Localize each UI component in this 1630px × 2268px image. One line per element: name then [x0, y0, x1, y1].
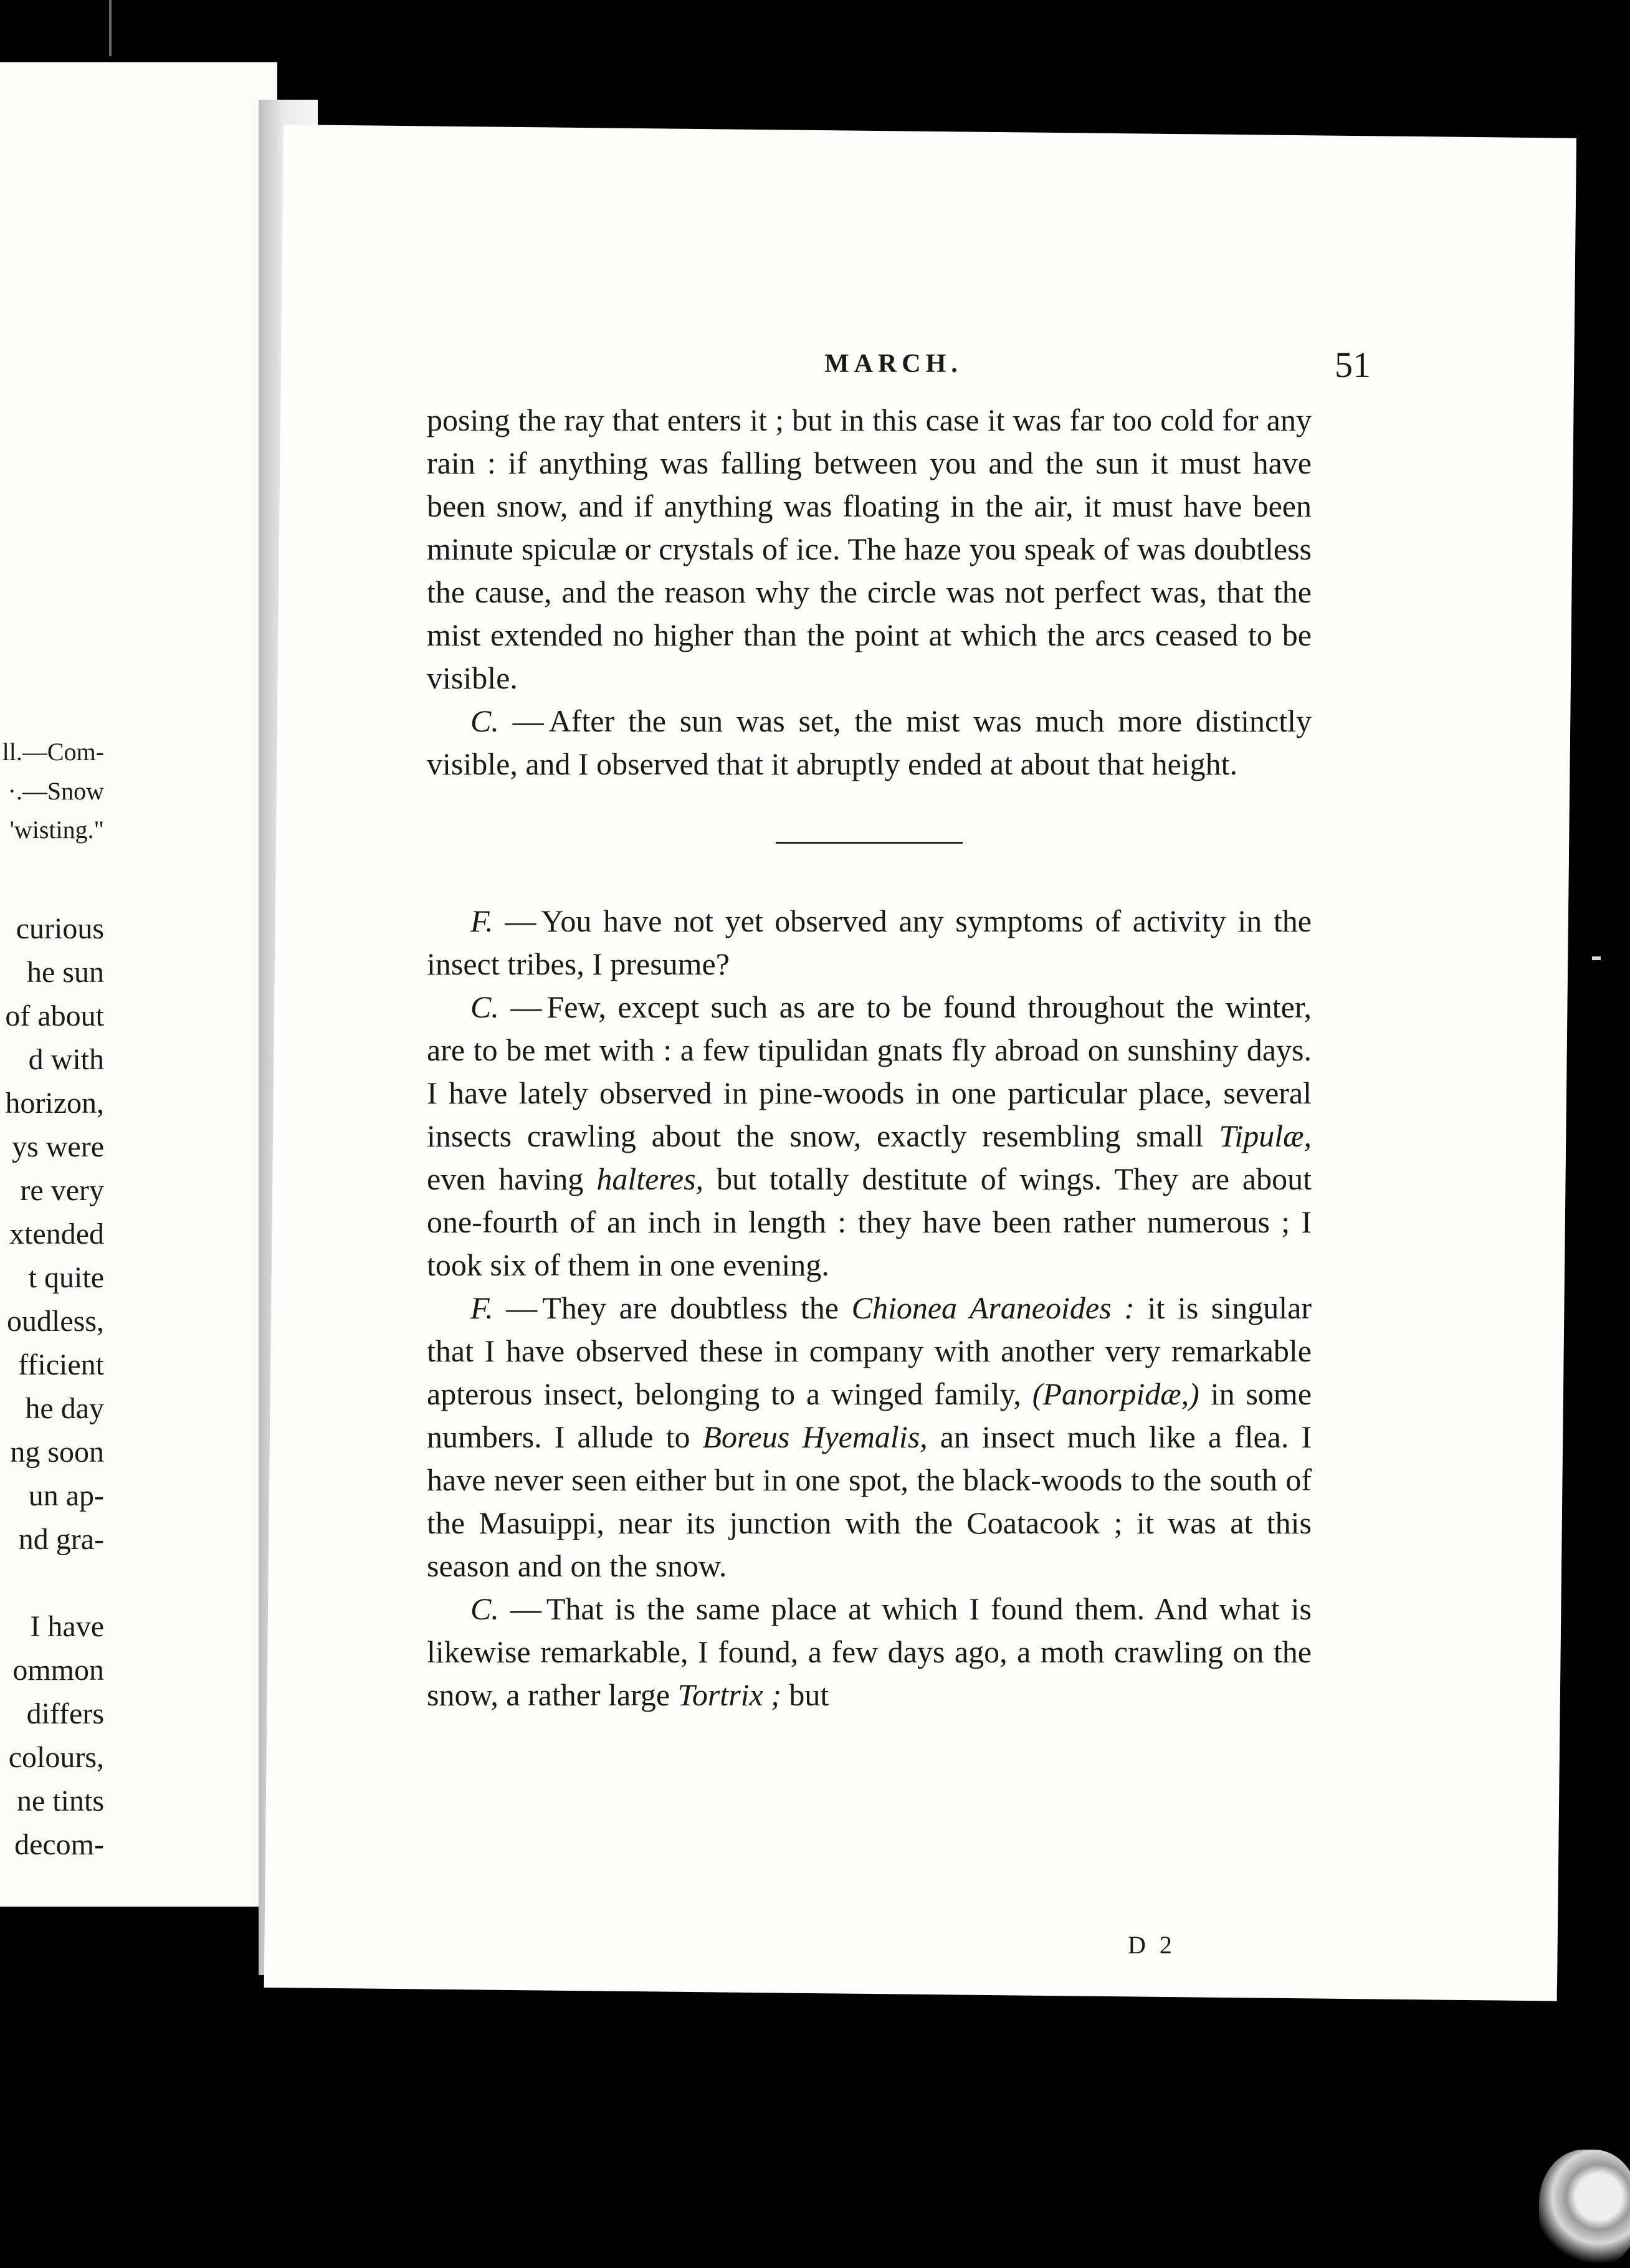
dust-speck: [109, 0, 112, 56]
left-page-line: fficient: [18, 1348, 104, 1381]
left-page-line: differs: [26, 1697, 104, 1730]
left-page-line: ng soon: [10, 1436, 104, 1469]
left-page-line: I have: [30, 1610, 104, 1643]
page-number: 51: [1335, 345, 1371, 385]
left-page-caps-line: 'wisting.": [9, 816, 104, 844]
left-page-line: t quite: [28, 1261, 104, 1294]
signature-mark: D 2: [1128, 1931, 1176, 1959]
left-page-line: un ap-: [28, 1479, 104, 1512]
paragraph: F. — You have not yet observed any symptoms of activity in the insect tribes, I presume?: [427, 903, 1312, 981]
paragraph-text: but: [789, 1677, 829, 1712]
paragraph-text: They are doubtless the: [542, 1290, 839, 1325]
paragraph-text: even having: [427, 1161, 584, 1196]
left-page-line: of about: [5, 999, 104, 1032]
taxon-name: (Panorpidæ,): [1032, 1376, 1199, 1411]
left-page-caps-line: ll.—Com-: [2, 738, 104, 766]
left-page-line: colours,: [8, 1741, 104, 1774]
running-head: [548, 345, 1371, 393]
paragraph: C. — That is the same place at which I found them. And what is likewise remarkable, I found, a few days ago, a moth crawling on the snow, a rather large Tortrix ; but: [427, 1591, 1312, 1712]
speaker-label: C.: [470, 989, 499, 1024]
speaker-label: F.: [470, 903, 493, 938]
left-page-line: nd gra-: [18, 1523, 104, 1556]
speaker-label: C.: [470, 703, 499, 738]
paragraph: [427, 399, 1312, 700]
left-page-caps-line: ·.—Snow: [7, 777, 104, 805]
speaker-label: F.: [470, 1290, 493, 1325]
dust-speck: [1592, 956, 1601, 960]
page-body: [427, 399, 1312, 1717]
left-page-line: re very: [20, 1174, 104, 1207]
speaker-label: C.: [470, 1591, 499, 1626]
paragraph-text: After the sun was set, the mist was much more distinctly visible, and I observed that it abruptly ended at about that height.: [427, 703, 1312, 781]
paragraph: C. — After the sun was set, the mist was much more distinctly visible, and I observed that it abruptly ended at about that height.: [427, 703, 1312, 781]
running-title: MARCH.: [824, 350, 963, 378]
paragraph-text: in some numbers. I allude to: [427, 1376, 1312, 1454]
paragraph-text: That is the same place at which I found them. And what is likewise remarkable, I found, a few days ago, a moth crawling on the snow, a rather large: [427, 1591, 1312, 1712]
left-page-line: xtended: [9, 1217, 104, 1251]
paragraph-text: it is singular that I have observed these in company with another very remarkable apterous insect, belonging to a winged family,: [427, 1290, 1312, 1411]
left-page-line: d with: [28, 1043, 104, 1076]
left-page-line: ys were: [12, 1130, 104, 1163]
taxon-name: Boreus Hyemalis,: [702, 1419, 928, 1454]
left-page-line: ne tints: [17, 1784, 104, 1818]
left-page-line: he sun: [27, 956, 104, 989]
page-stain: [1539, 2150, 1630, 2268]
term-italic: halteres,: [596, 1161, 704, 1196]
paragraph-text: an insect much like a flea. I have never seen either but in one spot, the black-woods to the south of the Masuippi, near its junction with the Coatacook ; it was at this season and on the snow.: [427, 1419, 1312, 1583]
paragraph: F. — They are doubtless the Chionea Araneoides : it is singular that I have observed these in company with another very remarkable apterous insect, belonging to a winged family, (Panorpidæ,) in some numbers. I allude to Boreus Hyemalis, an insect much like a flea. I have never seen either but in one spot, the black-woods to the south of the Masuippi, near its junction with the Coatacook ; it was at this season and on the snow.: [427, 1290, 1312, 1583]
taxon-name: Tortrix ;: [677, 1677, 781, 1712]
paragraph-text: You have not yet observed any symptoms of activity in the insect tribes, I presume?: [427, 903, 1312, 981]
taxon-name: Tipulæ,: [1219, 1118, 1312, 1153]
left-page-line: he day: [25, 1392, 104, 1425]
paragraph: C. — Few, except such as are to be found throughout the winter, are to be met with : a few tipulidan gnats fly abroad on sunshiny days. I have lately observed in pine-woods in one particular place, several insects crawling about the snow, exactly resembling small Tipulæ, even having halteres, but totally destitute of wings. They are about one-fourth of an inch in length : they have been rather numerous ; I took six of them in one evening.: [427, 989, 1312, 1282]
left-page-line: curious: [16, 912, 104, 945]
paragraph-text: posing the ray that enters it ; but in this case it was far too cold for any rain : if anything was falling between you and the sun it must have been snow, and if anything was floating in the air, it must have been minute spiculæ or crystals of ice. The haze you speak of was doubtless the cause, and the reason why the circle was not perfect was, that the mist extended no higher than the point at which the arcs ceased to be visible.: [427, 403, 1312, 695]
section-divider: [776, 842, 963, 844]
left-page-line: horizon,: [5, 1087, 104, 1120]
taxon-name: Chionea Araneoides :: [851, 1290, 1135, 1325]
paragraph-text: but totally destitute of wings. They are about one-fourth of an inch in length : they have been rather numerous ; I took six of them in one evening.: [427, 1161, 1312, 1282]
left-page-line: decom-: [14, 1828, 104, 1861]
paragraph-text: Few, except such as are to be found throughout the winter, are to be met with : a few tipulidan gnats fly abroad on sunshiny days. I have lately observed in pine-woods in one particular place, several insects crawling about the snow, exactly resembling small: [427, 989, 1312, 1153]
left-page-line: oudless,: [7, 1305, 104, 1338]
left-page-line: ommon: [12, 1654, 104, 1687]
left-page: [0, 62, 277, 1907]
